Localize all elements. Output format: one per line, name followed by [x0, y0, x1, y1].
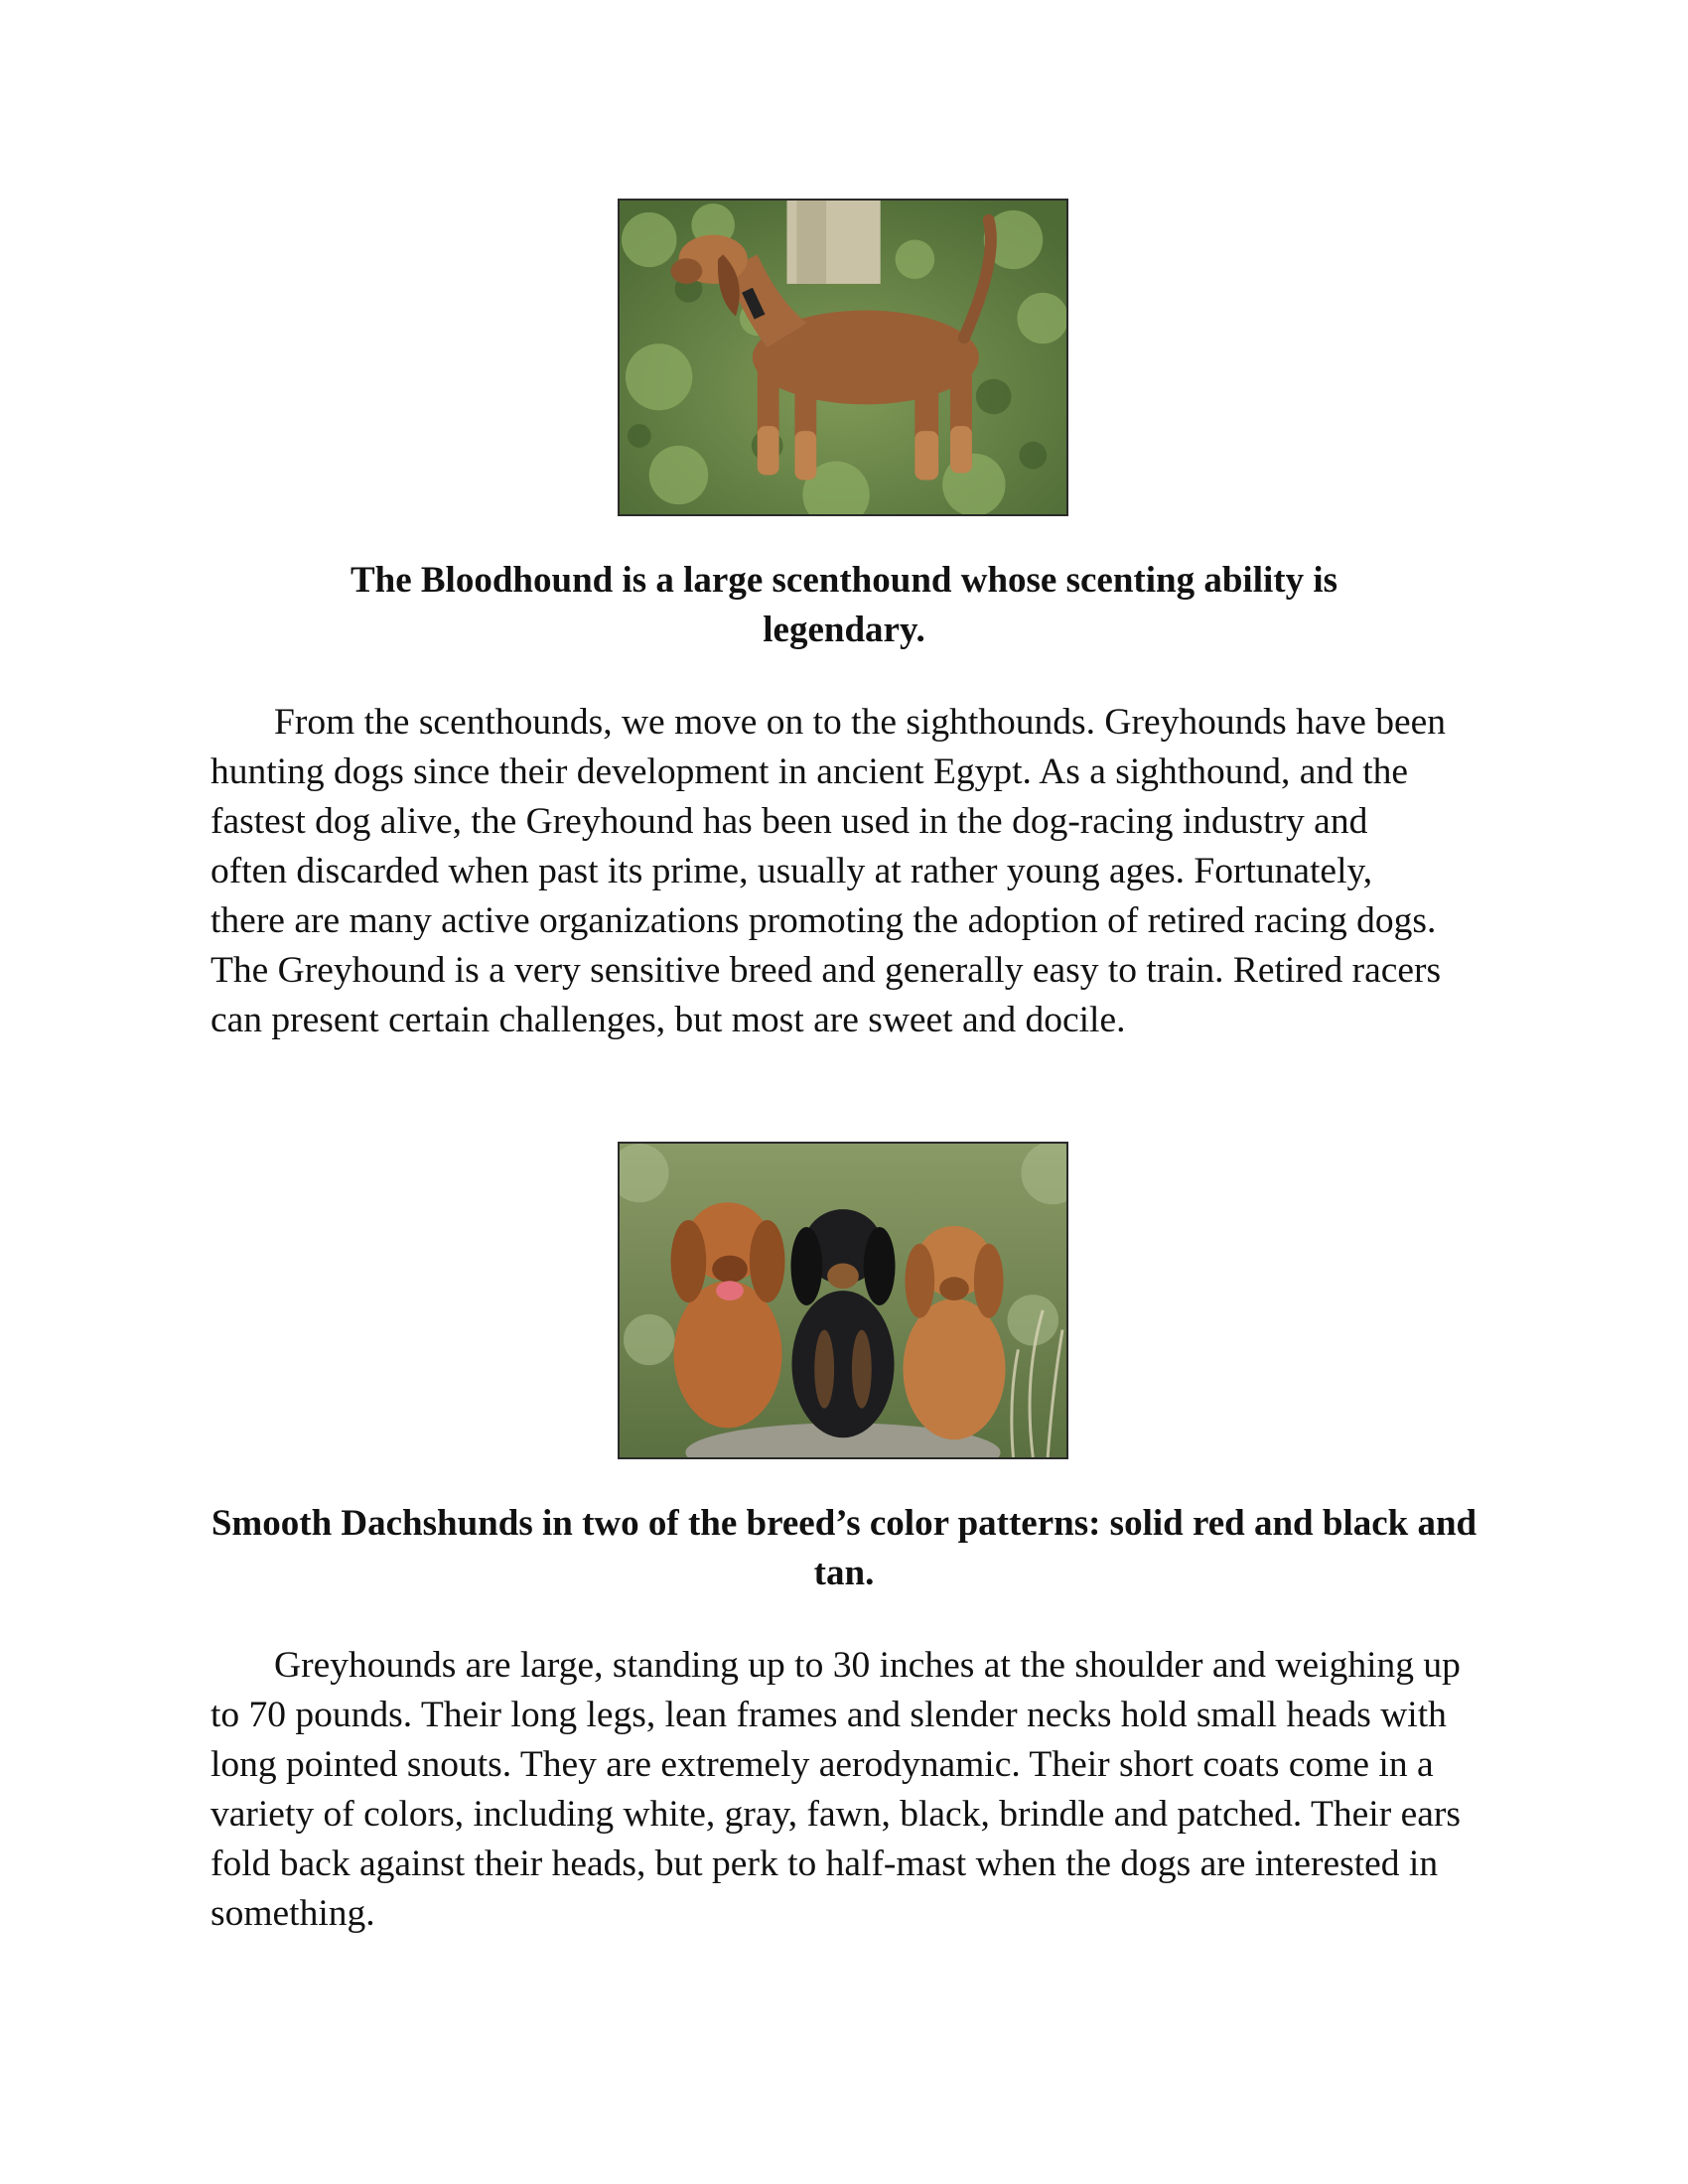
- body-paragraph: From the scenthounds, we move on to the sighthounds. Greyhounds have been hunting dogs since their development in ancient Egypt. As a sighthound, and the fastest dog alive, the Greyhound has been used in the dog-racing industry and often discarded when past its prime, usually at rather young ages. Fortunately, there are many active organizations promoting the adoption of retired racing dogs. The Greyhound is a very sensitive breed and generally easy to train. Retired racers can present certain challenges, but most are sweet and docile.: [211, 702, 1447, 1040]
- figure-caption: Smooth Dachshunds in two of the breed’s color patterns: solid red and black and tan.: [211, 1503, 1477, 1593]
- bloodhound-photo: [618, 199, 1068, 516]
- body-paragraph: Greyhounds are large, standing up to 30 inches at the shoulder and weighing up to 70 pounds. Their long legs, lean frames and slender necks hold small heads with long pointed snouts. They are extremely aerodynamic. Their short coats come in a variety of colors, including white, gray, fawn, black, brindle and patched. Their ears fold back against their heads, but perk to half-mast when the dogs are interested in something.: [211, 1645, 1461, 1934]
- figure-caption: The Bloodhound is a large scenthound whose scenting ability is legendary.: [350, 560, 1338, 650]
- dachshunds-photo: [618, 1142, 1068, 1459]
